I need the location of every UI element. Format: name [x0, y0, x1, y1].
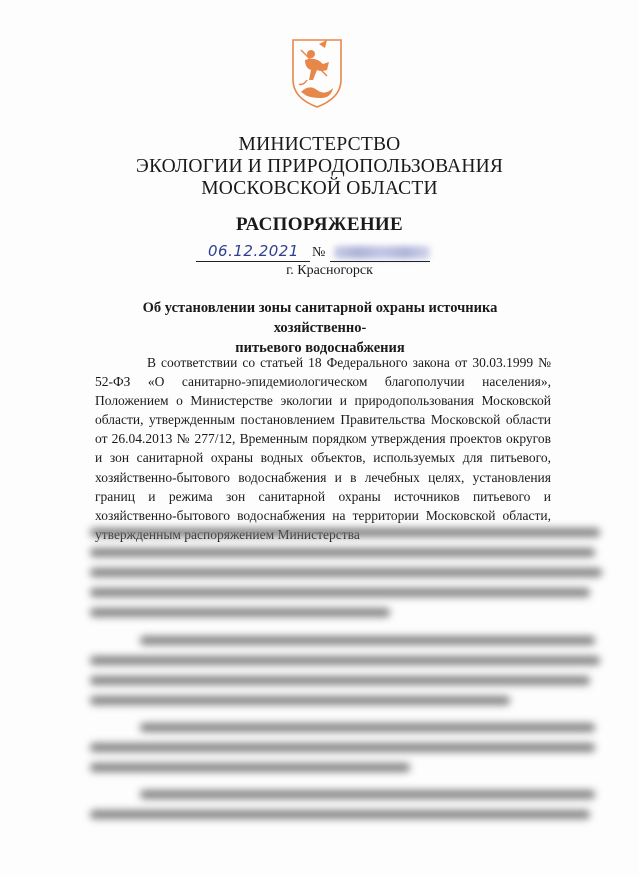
document-subject	[100, 298, 540, 358]
redacted-line	[90, 810, 590, 819]
document-type: РАСПОРЯЖЕНИЕ	[236, 214, 403, 235]
handwritten-date: 06.12.2021	[208, 242, 299, 260]
redacted-line	[140, 723, 595, 732]
redacted-number	[334, 246, 430, 259]
subject-line: Об установлении зоны санитарной охраны источника хозяйственно-	[142, 300, 498, 336]
city: г. Красногорск	[286, 263, 373, 278]
ministry-line: МОСКОВСКОЙ ОБЛАСТИ	[201, 178, 438, 199]
body-paragraph: В соответствии со статьей 18 Федерального закона от 30.03.1999 № 52-ФЗ «О санитарно-эпидемиологическом благополучии населения», Положением о Министерстве экологии и природопользования Московской области, утвержденным постановлением Правительства Московской области от 26.04.2013 № 277/12, Временным порядком утверждения проектов округов и зон санитарной охраны водных объектов, используемых для питьевого, хозяйственно-бытового водоснабжения и в лечебных целях, установления границ и режима зон санитарной охраны источников питьевого и хозяйственно-бытового водоснабжения на территории Московской области,	[95, 355, 551, 523]
redacted-line	[90, 568, 602, 577]
ministry-name	[0, 134, 639, 200]
coat-of-arms-icon	[287, 36, 347, 110]
redacted-line	[90, 743, 595, 752]
redacted-line	[90, 696, 510, 705]
redacted-text-area	[80, 518, 610, 838]
subject-line: питьевого водоснабжения	[235, 340, 405, 356]
number-sign: №	[312, 245, 326, 260]
date-underline	[196, 261, 310, 262]
redacted-line	[140, 636, 595, 645]
redacted-line	[90, 656, 600, 665]
redacted-line	[90, 676, 590, 685]
redacted-line	[90, 588, 590, 597]
number-underline	[330, 261, 430, 262]
redacted-line	[140, 790, 595, 799]
redacted-line	[90, 548, 595, 557]
redacted-line	[90, 528, 600, 537]
redacted-line	[90, 763, 410, 772]
ministry-line: МИНИСТЕРСТВО	[238, 134, 401, 155]
ministry-line: ЭКОЛОГИИ И ПРИРОДОПОЛЬЗОВАНИЯ	[135, 156, 504, 177]
redacted-line	[90, 608, 390, 617]
